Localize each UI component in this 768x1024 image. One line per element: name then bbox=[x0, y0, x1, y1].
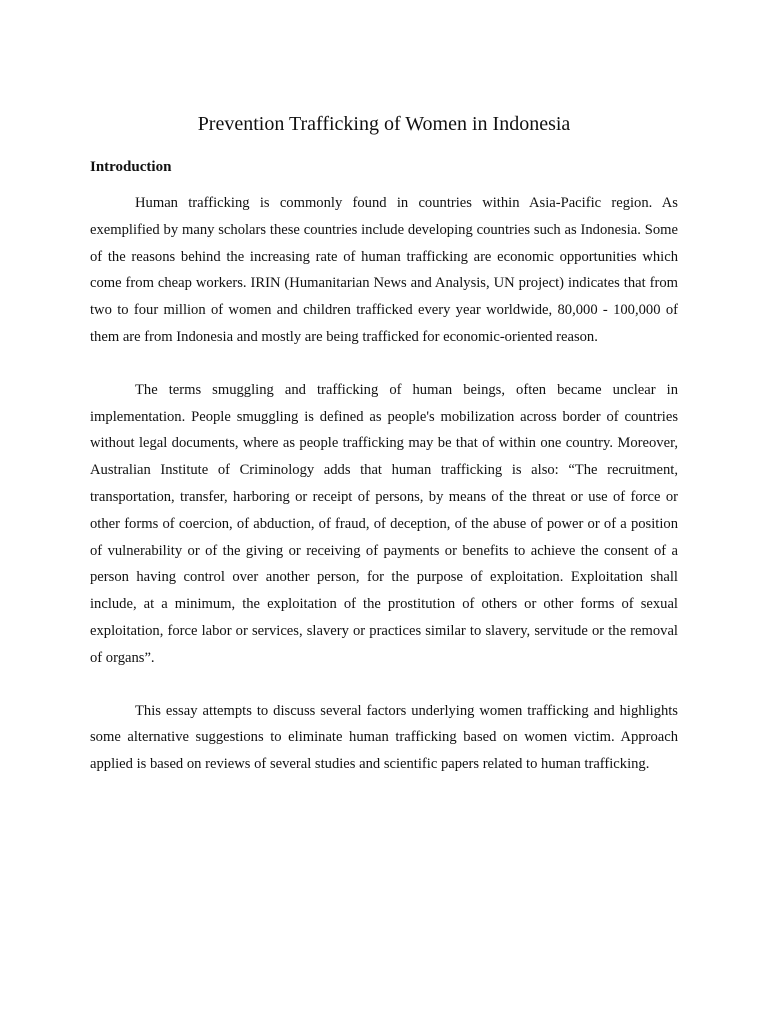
section-heading-introduction: Introduction bbox=[90, 159, 172, 175]
paragraph-3: This essay attempts to discuss several factors underlying women trafficking and highlights some alternative suggestions to eliminate human trafficking based on women victim. Approach applied is based on reviews of several studies and scientific papers related to human trafficking. bbox=[90, 702, 678, 773]
document-title: Prevention Trafficking of Women in Indonesia bbox=[197, 113, 571, 135]
paragraph-1: Human trafficking is commonly found in countries within Asia-Pacific region. As exemplified by many scholars these countries include developing countries such as Indonesia. Some of the reasons behind the increasing rate of human trafficking are economic opportunities which come from cheap workers. IRIN (Humanitarian News and Analysis, UN project) indicates that from two to four million of women and children trafficked every year worldwide, 80,000 - 100,000 of them are from Indonesia and mostly are being trafficked for economic-oriented reason. bbox=[90, 195, 678, 345]
paragraph-2: The terms smuggling and trafficking of human beings, often became unclear in implementation. People smuggling is defined as people's mobilization across border of countries without legal documents, where as people trafficking may be that of within one country. Moreover, Australian Institute of Criminology adds that human trafficking is also: “The recruitment, transportation, transfer, harboring or receipt of persons, by means of the threat or use of force or other forms of coercion, of abduction, of fraud, of deception, of the abuse of power or of a position of vulnerability or of the giving or receiving of payments or benefits to achieve the consent of a person having control over another person, for the purpose of exploitation. Exploitation shall include, at a minimum, the exploitation of the prostitution of others or other forms of sexual exploitation, force labor or services, slavery or practices similar to slavery, servitude or the removal of organs”. bbox=[90, 381, 678, 666]
